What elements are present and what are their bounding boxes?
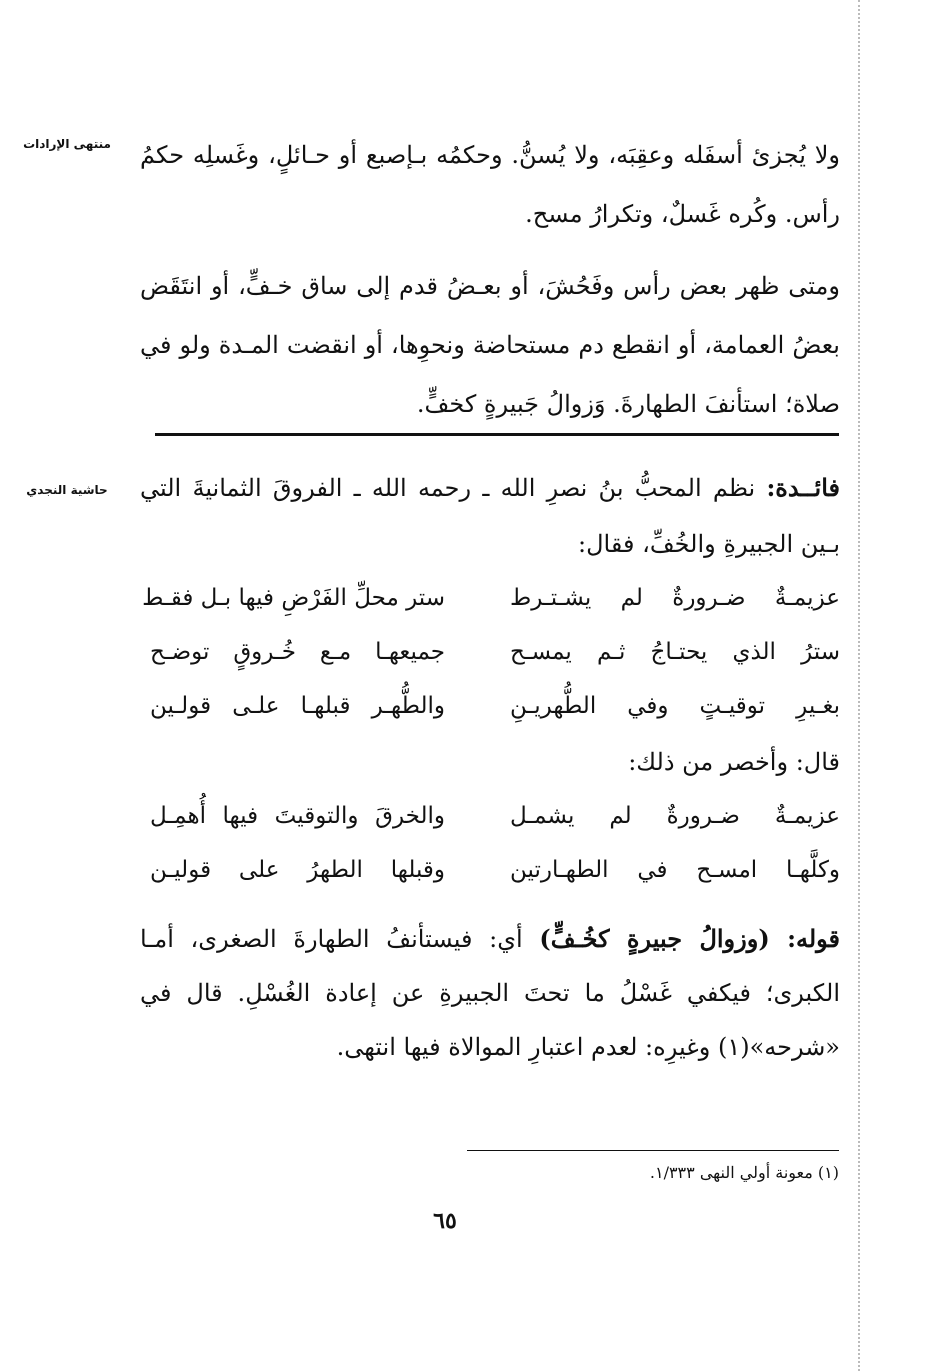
side-label-muntaha: منتهى الإرادات [23, 137, 111, 151]
fayida-paragraph [140, 460, 840, 572]
qawluhu-text: أي: فيستأنفُ الطهارةَ الصغرى، أمـا الكبرى؛ فيكفي غَسْلُ ما تحتَ الجبيرةِ عن إعادة الغُسْلِ. قال في «شرحه»(١) وغيرِه: لعدم اعتبارِ الموالاة فيها انتهى. [140, 925, 840, 1061]
poem-2 [150, 803, 840, 911]
page-number: ٦٥ [433, 1208, 457, 1234]
poem-2-verse [150, 857, 840, 911]
poem-1-verse [150, 639, 840, 693]
side-label-hashiya: حاشية النجدي [26, 483, 108, 497]
matn-text-1: ولا يُجزئ أسفَله وعقِبَه، ولا يُسنُّ. وحكمُه بـإصبع أو حـائلٍ، وغَسلِه حكمُ رأس. وكُره غَسلٌ، وتكرارُ مسح. [140, 141, 840, 228]
matn-paragraph-2 [140, 257, 840, 434]
verse-second-hemistich: ستر محلِّ الفَرْضِ فيها بـل فقـط [142, 585, 445, 611]
fayida-text: نظم المحبُّ بنُ نصرِ الله ـ رحمه الله ـ الفروقَ الثمانيةَ التي بـين الجبيرةِ والخُفِّ، فقال: [140, 474, 840, 558]
verse-first-hemistich: عزيمـةٌ ضـرورةٌ لم يشـتـرط [510, 585, 840, 611]
verse-first-hemistich: بغـيرِ توقيـتٍ وفي الطُّهريـنِ [510, 693, 840, 719]
footnote-separator [467, 1150, 839, 1151]
verse-second-hemistich: جميعهـا مـع خُـروقٍ توضـح [150, 639, 445, 665]
poem-2-intro: قال: وأخصر من ذلك: [628, 748, 840, 776]
matn-text-2: ومتى ظهر بعض رأس وفَحُشَ، أو بعـضُ قدم إلى ساق خـفٍّ، أو انتَقَض بعضُ العمامة، أو انقطع دم مستحاضة ونحوِها، أو انقضت المـدة ولو في صلاة؛ استأنفَ الطهارةَ. وَزوالُ جَبيرةٍ كخفٍّ. [140, 272, 840, 418]
footnote: (١) معونة أولي النهى ١/٣٣٣. [649, 1163, 839, 1182]
poem-1-verse [150, 693, 840, 747]
verse-first-hemistich: عزيمـةٌ ضـرورةٌ لم يشمـل [510, 803, 840, 829]
poem-1-verse [142, 585, 840, 639]
matn-paragraph-1 [140, 126, 840, 244]
matn-hashiya-divider [155, 433, 839, 436]
verse-second-hemistich: والخرقَ والتوقيتَ فيها أُهمِـل [150, 803, 445, 829]
fayida-heading: فائــدة: [766, 473, 840, 502]
page-edge-dotted-line [858, 0, 860, 1371]
poem-1 [142, 585, 840, 747]
verse-first-hemistich: وكلَّهـا امسـح في الطهـارتين [510, 857, 840, 883]
poem-2-verse [150, 803, 840, 857]
qawluhu-paragraph [140, 912, 840, 1074]
verse-second-hemistich: والطُّهـر قبلهـا علـى قولـين [150, 693, 445, 719]
qawluhu-heading: قوله: (وزوالُ جبيرةٍ كخُـفٍّ) [539, 924, 840, 953]
verse-second-hemistich: وقبلها الطهرُ على قوليـن [150, 857, 445, 883]
verse-first-hemistich: سترُ الذي يحتـاجُ ثـم يمسـح [510, 639, 840, 665]
